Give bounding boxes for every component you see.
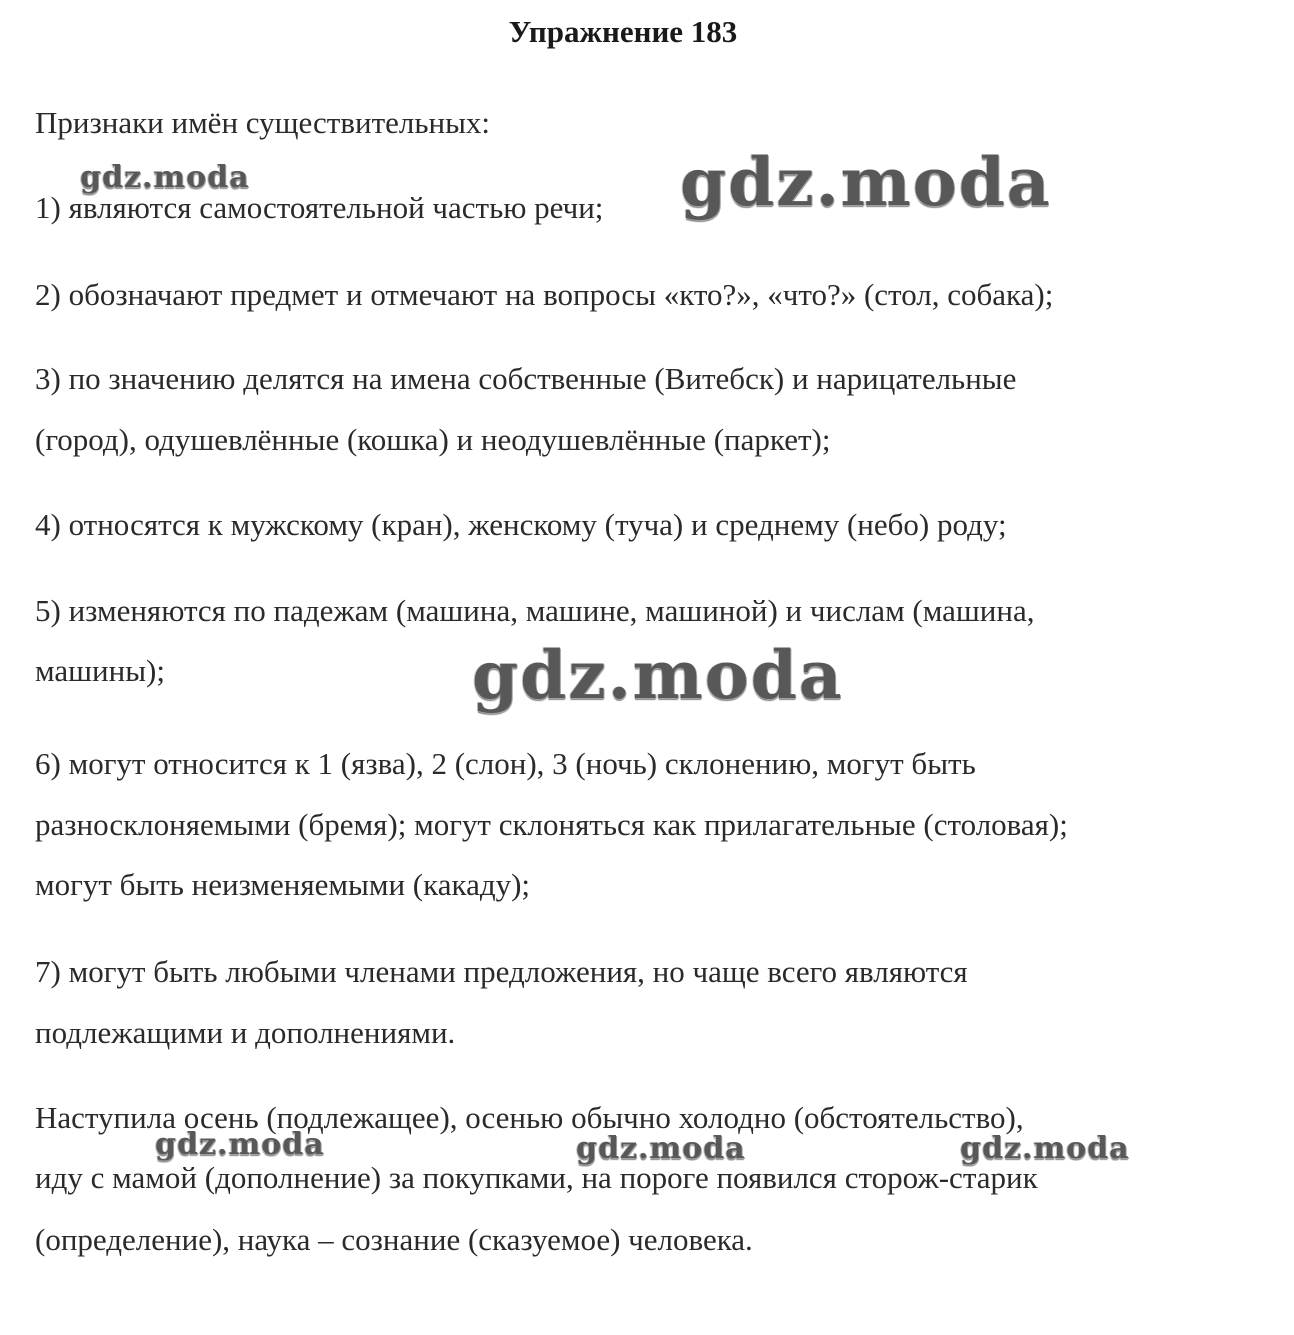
- example-line-3: (определение), наука – сознание (сказуемое) человека.: [35, 1222, 753, 1257]
- item-2: 2) обозначают предмет и отмечают на вопросы «кто?», «что?» (стол, собака);: [35, 277, 1054, 312]
- example-line-1: Наступила осень (подлежащее), осенью обычно холодно (обстоятельство),: [35, 1100, 1024, 1135]
- watermark-logo: gdz.moda: [80, 160, 250, 195]
- watermark-logo: gdz.moda: [576, 1131, 746, 1166]
- intro-text: Признаки имён существительных:: [35, 105, 491, 140]
- item-3-line-2: (город), одушевлённые (кошка) и неодушевлённые (паркет);: [35, 422, 831, 457]
- watermark-logo: gdz.moda: [960, 1131, 1130, 1166]
- item-1: 1) являются самостоятельной частью речи;: [35, 190, 604, 225]
- watermark-logo: gdz.moda: [680, 143, 1052, 221]
- item-7-line-1: 7) могут быть любыми членами предложения, но чаще всего являются: [35, 954, 968, 989]
- item-6-line-2: разносклоняемыми (бремя); могут склоняться как прилагательные (столовая);: [35, 807, 1068, 842]
- watermark-logo: gdz.moda: [472, 636, 844, 714]
- example-line-2: иду с мамой (дополнение) за покупками, на пороге появился сторож-старик: [35, 1160, 1038, 1195]
- item-6-line-1: 6) могут относится к 1 (язва), 2 (слон), 3 (ночь) склонению, могут быть: [35, 746, 976, 781]
- item-6-line-3: могут быть неизменяемыми (какаду);: [35, 867, 531, 902]
- watermark-logo: gdz.moda: [155, 1127, 325, 1162]
- item-7-line-2: подлежащими и дополнениями.: [35, 1015, 456, 1050]
- item-4: 4) относятся к мужскому (кран), женскому (туча) и среднему (небо) роду;: [35, 507, 1007, 542]
- item-5-line-1: 5) изменяются по падежам (машина, машине, машиной) и числам (машина,: [35, 593, 1035, 628]
- item-3-line-1: 3) по значению делятся на имена собственные (Витебск) и нарицательные: [35, 361, 1017, 396]
- item-5-line-2: машины);: [35, 653, 165, 688]
- exercise-title: Упражнение 183: [508, 14, 738, 49]
